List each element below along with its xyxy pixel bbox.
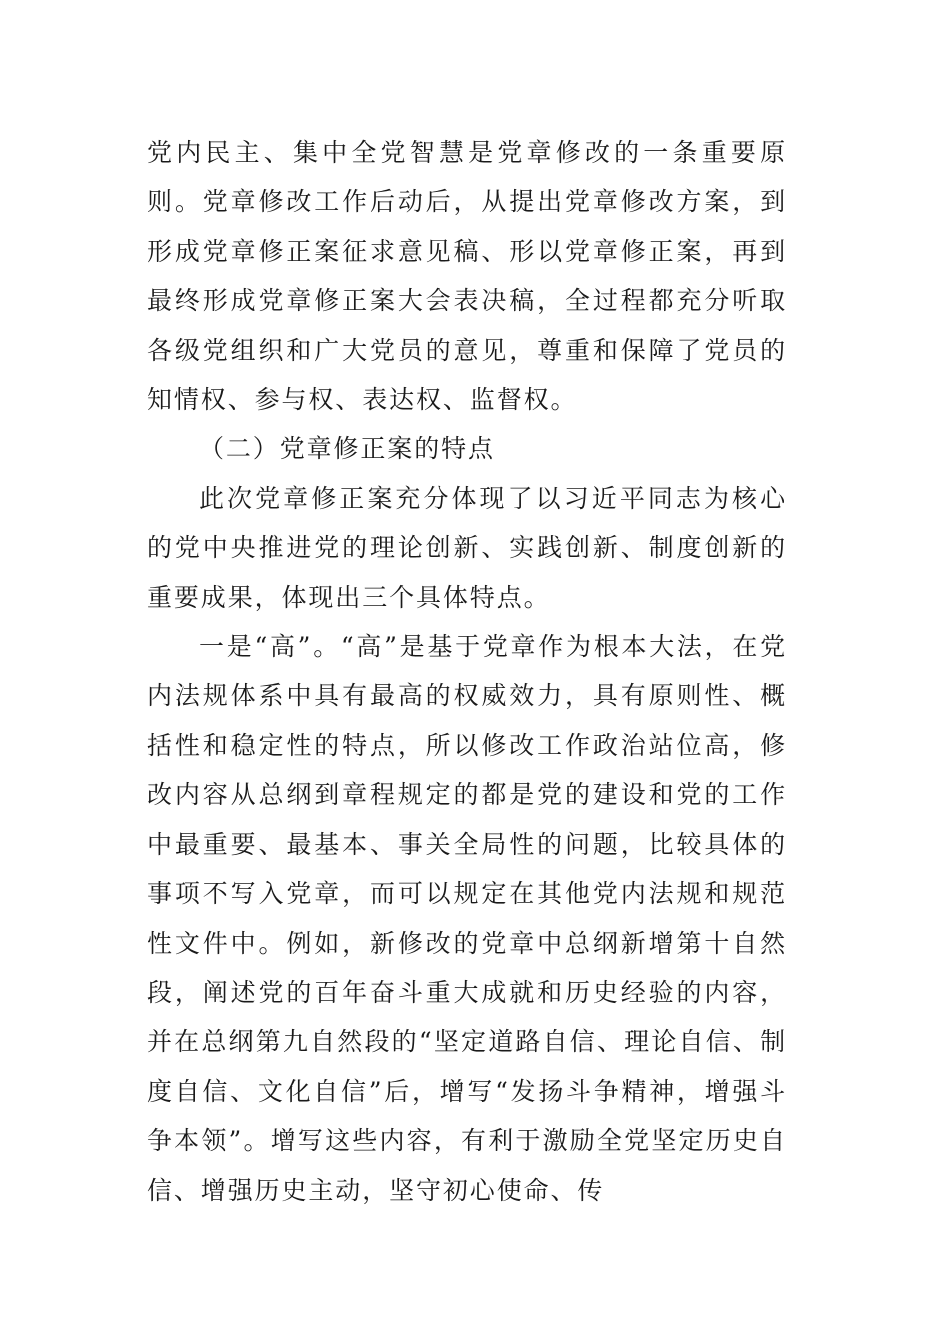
paragraph-party-democracy: 党内民主、集中全党智慧是党章修改的一条重要原则。党章修改工作后动后，从提出党章修改方案，到形成党章修正案征求意见稿、形以党章修正案，再到最终形成党章修正案大会表决稿，全过程都充分听取各级党组织和广大党员的意见，尊重和保障了党员的知情权、参与权、表达权、监督权。: [147, 138, 787, 415]
document-body: [147, 128, 787, 1215]
paragraph-feature-high: 一是“高”。“高”是基于党章作为根本大法，在党内法规体系中具有最高的权威效力，具有原则性、概括性和稳定性的特点，所以修改工作政治站位高，修改内容从总纲到章程规定的都是党的建设和党的工作中最重要、最基本、事关全局性的问题，比较具体的事项不写入党章，而可以规定在其他党内法规和规范性文件中。例如，新修改的党章中总纲新增第十自然段，阐述党的百年奋斗重大成就和历史经验的内容，并在总纲第九自然段的“坚定道路自信、理论自信、制度自信、文化自信”后，增写“发扬斗争精神，增强斗争本领”。增写这些内容，有利于激励全党坚定历史自信、增强历史主动，坚守初心使命、传: [147, 632, 787, 1205]
section-heading-amendment-features: （二）党章修正案的特点: [199, 434, 495, 464]
paragraph-amendment-summary: 此次党章修正案充分体现了以习近平同志为核心的党中央推进党的理论创新、实践创新、制度创新的重要成果，体现出三个具体特点。: [147, 483, 787, 612]
